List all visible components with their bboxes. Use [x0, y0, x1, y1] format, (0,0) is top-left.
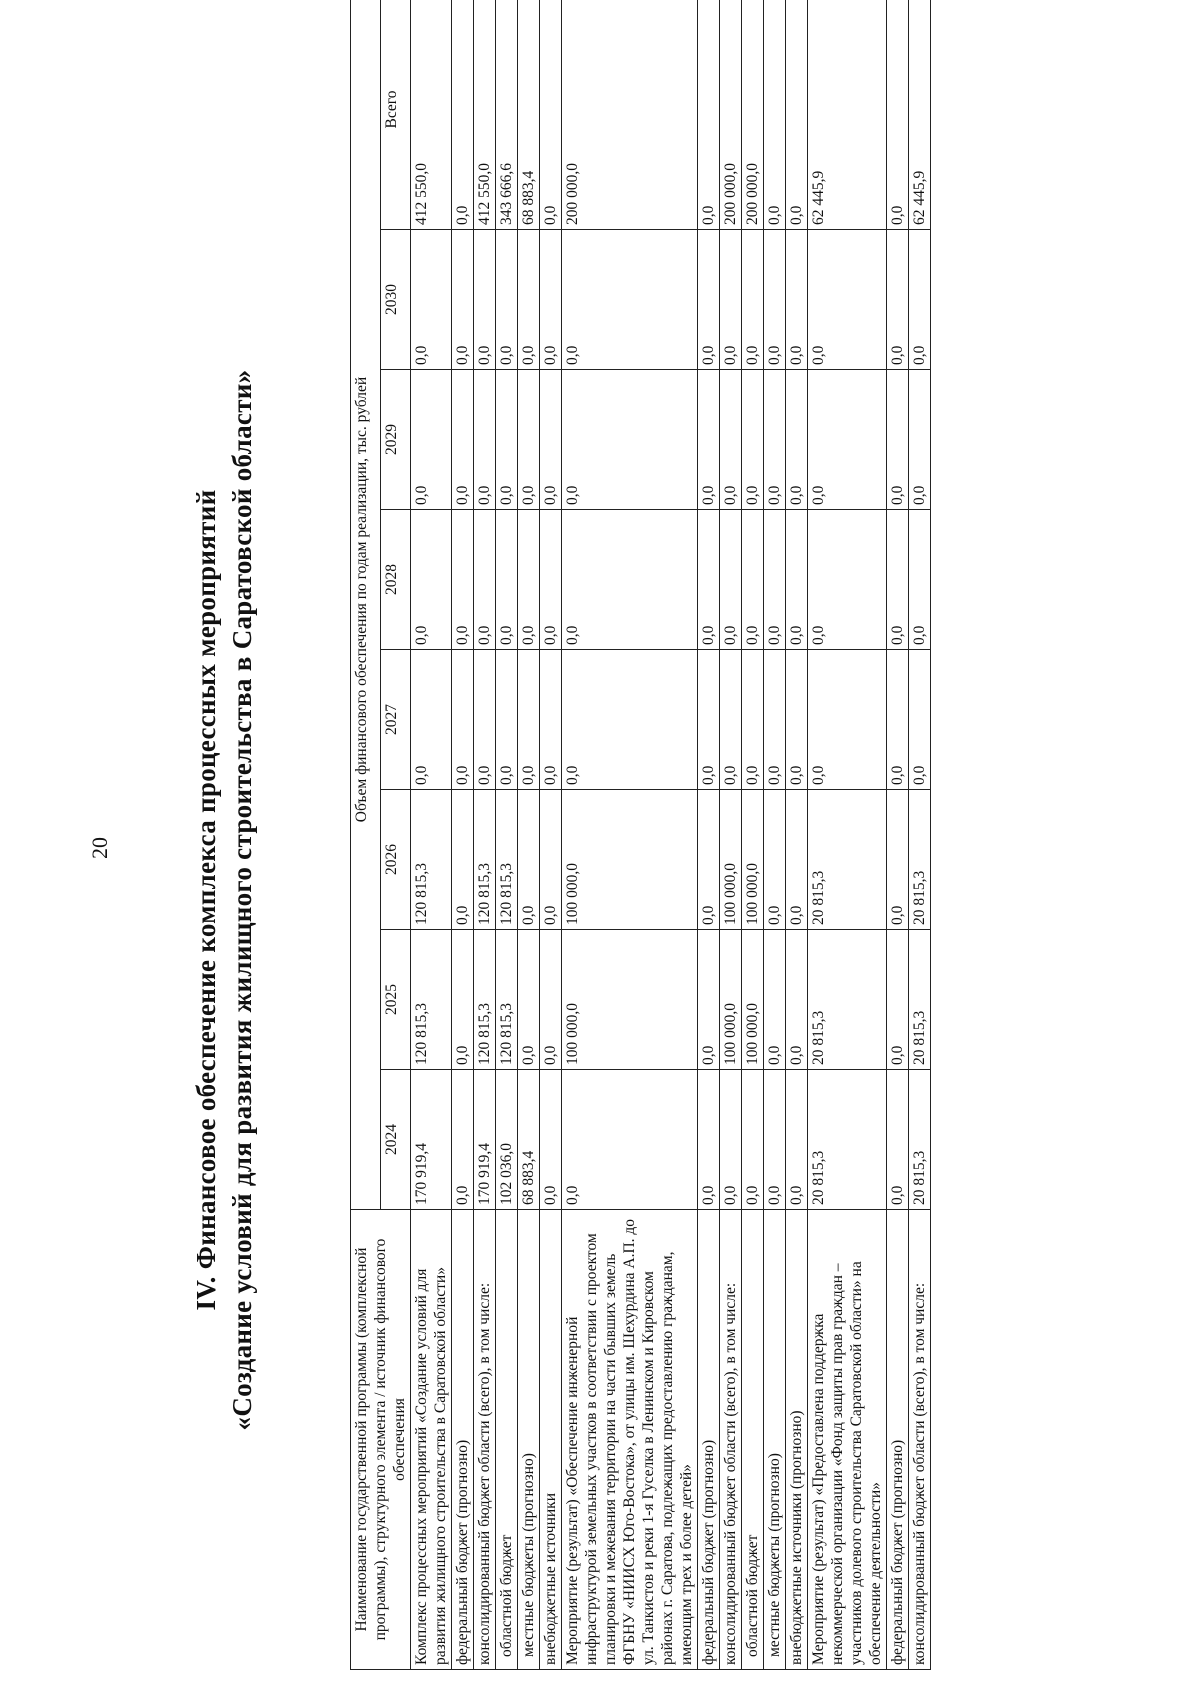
- value-cell: 0,0: [452, 0, 474, 230]
- value-cell: 100 000,0: [742, 790, 764, 930]
- row-label: местные бюджеты (прогнозно): [764, 1210, 786, 1670]
- title-line-2: «Создание условий для развития жилищного строительства в Саратовской области»: [227, 369, 257, 1431]
- row-label: внебюджетные источники: [540, 1210, 562, 1670]
- value-cell: 0,0: [698, 0, 720, 230]
- value-cell: 0,0: [452, 650, 474, 790]
- value-cell: 0,0: [786, 230, 808, 370]
- value-cell: 0,0: [887, 0, 909, 230]
- value-cell: 0,0: [452, 1070, 474, 1210]
- value-cell: 0,0: [698, 370, 720, 510]
- column-header: 2028: [381, 510, 411, 650]
- row-label: консолидированный бюджет области (всего), в том числе:: [720, 1210, 742, 1670]
- value-cell: 0,0: [698, 790, 720, 930]
- table-row: [786, 0, 808, 1670]
- table-row: [496, 0, 518, 1670]
- value-cell: 102 036,0: [496, 1070, 518, 1210]
- value-cell: 0,0: [720, 510, 742, 650]
- value-cell: 0,0: [887, 370, 909, 510]
- value-cell: 20 815,3: [808, 1070, 887, 1210]
- column-header: 2026: [381, 790, 411, 930]
- value-cell: 0,0: [764, 930, 786, 1070]
- value-cell: 0,0: [411, 370, 452, 510]
- column-header: 2030: [381, 230, 411, 370]
- table-row: [540, 0, 562, 1670]
- row-label: Комплекс процессных мероприятий «Создание условий для развития жилищного строительства в Саратовской области»: [411, 1210, 452, 1670]
- column-header: Всего: [381, 0, 411, 230]
- column-header: 2029: [381, 370, 411, 510]
- rotated-page-content: [180, 90, 1130, 1670]
- table-row: [698, 0, 720, 1670]
- value-cell: 0,0: [496, 650, 518, 790]
- value-cell: 120 815,3: [496, 790, 518, 930]
- value-cell: 120 815,3: [474, 790, 496, 930]
- value-cell: 20 815,3: [909, 790, 931, 930]
- table-row: [764, 0, 786, 1670]
- value-cell: 0,0: [808, 370, 887, 510]
- value-cell: 170 919,4: [411, 1070, 452, 1210]
- value-cell: 0,0: [909, 230, 931, 370]
- value-cell: 120 815,3: [474, 930, 496, 1070]
- value-cell: 0,0: [786, 370, 808, 510]
- value-cell: 0,0: [720, 370, 742, 510]
- value-cell: 0,0: [518, 650, 540, 790]
- value-cell: 0,0: [518, 370, 540, 510]
- table-row: [452, 0, 474, 1670]
- value-cell: 0,0: [496, 230, 518, 370]
- value-cell: 0,0: [562, 510, 698, 650]
- table-row: [742, 0, 764, 1670]
- row-label: местные бюджеты (прогнозно): [518, 1210, 540, 1670]
- row-label: федеральный бюджет (прогнозно): [698, 1210, 720, 1670]
- value-cell: 62 445,9: [909, 0, 931, 230]
- title-line-1: IV. Финансовое обеспечение комплекса процессных мероприятий: [191, 489, 221, 1311]
- financing-table: [350, 0, 931, 1670]
- value-cell: 343 666,6: [496, 0, 518, 230]
- table-row: [720, 0, 742, 1670]
- value-cell: 120 815,3: [496, 930, 518, 1070]
- table-row: [887, 0, 909, 1670]
- page-number: 20: [87, 837, 112, 859]
- value-cell: 20 815,3: [909, 1070, 931, 1210]
- value-cell: 0,0: [909, 370, 931, 510]
- value-cell: 0,0: [764, 790, 786, 930]
- row-label: внебюджетные источники (прогнозно): [786, 1210, 808, 1670]
- value-cell: 0,0: [474, 370, 496, 510]
- row-label: консолидированный бюджет области (всего), в том числе:: [474, 1210, 496, 1670]
- value-cell: 200 000,0: [720, 0, 742, 230]
- value-cell: 0,0: [474, 650, 496, 790]
- value-cell: 20 815,3: [808, 930, 887, 1070]
- value-cell: 0,0: [786, 650, 808, 790]
- value-cell: 0,0: [764, 510, 786, 650]
- section-title: [180, 130, 350, 1670]
- row-label: Мероприятие (результат) «Предоставлена поддержка некоммерческой организации «Фонд защиты прав граждан – участников долевого строительства Саратовской области» на обеспечение деятельности»: [808, 1210, 887, 1670]
- value-cell: 100 000,0: [720, 930, 742, 1070]
- value-cell: 0,0: [742, 650, 764, 790]
- value-cell: 0,0: [698, 650, 720, 790]
- value-cell: 0,0: [562, 230, 698, 370]
- value-cell: 0,0: [720, 230, 742, 370]
- value-cell: 0,0: [540, 790, 562, 930]
- value-cell: 0,0: [764, 0, 786, 230]
- value-cell: 0,0: [786, 790, 808, 930]
- value-cell: 0,0: [562, 1070, 698, 1210]
- value-cell: 0,0: [540, 510, 562, 650]
- value-cell: 20 815,3: [808, 790, 887, 930]
- value-cell: 0,0: [698, 930, 720, 1070]
- value-cell: 0,0: [887, 230, 909, 370]
- value-cell: 0,0: [720, 650, 742, 790]
- value-cell: 200 000,0: [742, 0, 764, 230]
- value-cell: 170 919,4: [474, 1070, 496, 1210]
- value-cell: 0,0: [540, 0, 562, 230]
- value-cell: 120 815,3: [411, 930, 452, 1070]
- value-cell: 200 000,0: [562, 0, 698, 230]
- value-cell: 0,0: [764, 1070, 786, 1210]
- table-row: [411, 0, 452, 1670]
- value-cell: 0,0: [540, 230, 562, 370]
- column-header: 2027: [381, 650, 411, 790]
- value-cell: 0,0: [540, 650, 562, 790]
- value-cell: 0,0: [909, 510, 931, 650]
- value-cell: 0,0: [808, 650, 887, 790]
- value-cell: 0,0: [540, 370, 562, 510]
- value-cell: 0,0: [786, 510, 808, 650]
- value-cell: 0,0: [808, 230, 887, 370]
- value-cell: 0,0: [742, 230, 764, 370]
- value-cell: 0,0: [518, 230, 540, 370]
- value-cell: 0,0: [518, 510, 540, 650]
- row-label: консолидированный бюджет области (всего), в том числе:: [909, 1210, 931, 1670]
- value-cell: 0,0: [540, 1070, 562, 1210]
- value-cell: 412 550,0: [411, 0, 452, 230]
- table-row: [808, 0, 887, 1670]
- value-cell: 0,0: [720, 1070, 742, 1210]
- table-row: [562, 0, 698, 1670]
- value-cell: 0,0: [909, 650, 931, 790]
- table-row: [518, 0, 540, 1670]
- value-cell: 0,0: [452, 230, 474, 370]
- value-cell: 0,0: [786, 1070, 808, 1210]
- value-cell: 100 000,0: [562, 930, 698, 1070]
- value-cell: 0,0: [742, 510, 764, 650]
- table-row: [474, 0, 496, 1670]
- value-cell: 0,0: [742, 370, 764, 510]
- value-cell: 0,0: [474, 230, 496, 370]
- value-cell: 0,0: [808, 510, 887, 650]
- value-cell: 0,0: [518, 790, 540, 930]
- value-cell: 0,0: [764, 370, 786, 510]
- value-cell: 0,0: [411, 230, 452, 370]
- financing-group-header: Объем финансового обеспечения по годам реализации, тыс. рублей: [351, 0, 381, 1210]
- row-label: федеральный бюджет (прогнозно): [887, 1210, 909, 1670]
- value-cell: 0,0: [452, 790, 474, 930]
- value-cell: 0,0: [887, 930, 909, 1070]
- value-cell: 0,0: [698, 1070, 720, 1210]
- table-row: [909, 0, 931, 1670]
- value-cell: 0,0: [562, 650, 698, 790]
- value-cell: 68 883,4: [518, 1070, 540, 1210]
- value-cell: 0,0: [474, 510, 496, 650]
- value-cell: 0,0: [411, 510, 452, 650]
- value-cell: 0,0: [887, 650, 909, 790]
- value-cell: 0,0: [887, 1070, 909, 1210]
- value-cell: 0,0: [698, 230, 720, 370]
- value-cell: 0,0: [411, 650, 452, 790]
- column-header: 2024: [381, 1070, 411, 1210]
- value-cell: 62 445,9: [808, 0, 887, 230]
- value-cell: 0,0: [742, 1070, 764, 1210]
- value-cell: 0,0: [698, 510, 720, 650]
- row-label: федеральный бюджет (прогнозно): [452, 1210, 474, 1670]
- value-cell: 0,0: [764, 650, 786, 790]
- value-cell: 0,0: [764, 230, 786, 370]
- row-label: Мероприятие (результат) «Обеспечение инженерной инфраструктурой земельных участков в соответствии с проектом планировки и межевания территории на части бывших земель ФГБНУ «НИИСХ Юго-Востока», от улицы им. Шехурдина А.П. до ул. Танкистов и реки 1-я Гуселка в Ленинском и Кировском районах г. Саратова, подлежащих предоставлению гражданам, имеющим трех и более детей»: [562, 1210, 698, 1670]
- row-label: областной бюджет: [742, 1210, 764, 1670]
- value-cell: 0,0: [496, 370, 518, 510]
- row-label: областной бюджет: [496, 1210, 518, 1670]
- value-cell: 0,0: [452, 510, 474, 650]
- value-cell: 68 883,4: [518, 0, 540, 230]
- value-cell: 0,0: [562, 370, 698, 510]
- value-cell: 0,0: [540, 930, 562, 1070]
- column-header: 2025: [381, 930, 411, 1070]
- value-cell: 100 000,0: [720, 790, 742, 930]
- value-cell: 412 550,0: [474, 0, 496, 230]
- table-body: [411, 0, 931, 1670]
- value-cell: 0,0: [518, 930, 540, 1070]
- value-cell: 0,0: [496, 510, 518, 650]
- value-cell: 120 815,3: [411, 790, 452, 930]
- value-cell: 0,0: [452, 930, 474, 1070]
- value-cell: 0,0: [887, 510, 909, 650]
- value-cell: 100 000,0: [562, 790, 698, 930]
- value-cell: 0,0: [786, 0, 808, 230]
- value-cell: 0,0: [452, 370, 474, 510]
- name-column-header: Наименование государственной программы (комплексной программы), структурного элемента / источник финансового обеспечения: [351, 1210, 411, 1670]
- value-cell: 0,0: [786, 930, 808, 1070]
- value-cell: 20 815,3: [909, 930, 931, 1070]
- value-cell: 0,0: [887, 790, 909, 930]
- value-cell: 100 000,0: [742, 930, 764, 1070]
